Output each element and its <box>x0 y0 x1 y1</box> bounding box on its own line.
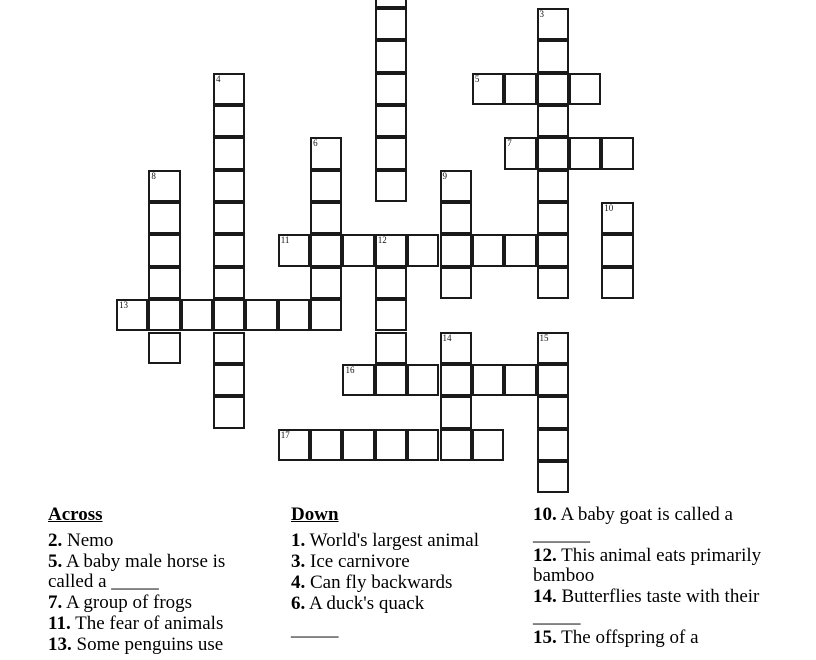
grid-cell[interactable] <box>504 73 536 105</box>
grid-cell[interactable] <box>472 73 504 105</box>
grid-cell[interactable] <box>407 429 439 461</box>
grid-cell[interactable] <box>213 396 245 428</box>
clue-down-6-blank: _____ <box>291 619 339 640</box>
grid-cell[interactable] <box>375 332 407 364</box>
grid-cell[interactable] <box>537 429 569 461</box>
grid-cell[interactable] <box>213 234 245 266</box>
clue-number: 11 <box>280 235 290 246</box>
grid-cell[interactable] <box>537 234 569 266</box>
clue-number: 4 <box>216 73 221 84</box>
grid-cell[interactable] <box>375 40 407 72</box>
grid-cell[interactable] <box>440 234 472 266</box>
grid-cell[interactable] <box>245 299 277 331</box>
clue-number: 10 <box>604 203 614 214</box>
grid-cell[interactable] <box>310 137 342 169</box>
grid-cell[interactable] <box>375 170 407 202</box>
grid-cell[interactable] <box>213 299 245 331</box>
clue-number: 14 <box>442 332 452 343</box>
clue-number: 15 <box>539 332 549 343</box>
grid-cell[interactable] <box>213 267 245 299</box>
grid-cell[interactable] <box>504 364 536 396</box>
grid-cell[interactable] <box>504 234 536 266</box>
grid-cell[interactable] <box>440 170 472 202</box>
grid-cell[interactable] <box>375 105 407 137</box>
grid-cell[interactable] <box>213 105 245 137</box>
grid-cell[interactable] <box>537 364 569 396</box>
clue-number: 13 <box>119 300 128 311</box>
grid-cell[interactable] <box>504 137 536 169</box>
grid-cell[interactable] <box>601 234 633 266</box>
across-heading: Across <box>48 504 103 525</box>
grid-cell[interactable] <box>569 73 601 105</box>
grid-cell[interactable] <box>601 267 633 299</box>
clue-number: 9 <box>442 170 447 181</box>
grid-cell[interactable] <box>601 137 633 169</box>
grid-cell[interactable] <box>310 429 342 461</box>
grid-cell[interactable] <box>537 73 569 105</box>
grid-cell[interactable] <box>213 73 245 105</box>
grid-cell[interactable] <box>537 461 569 493</box>
grid-cell[interactable] <box>375 137 407 169</box>
grid-cell[interactable] <box>310 299 342 331</box>
clue-down-10: 10. A baby goat is called a ______ <box>533 504 733 545</box>
clue-down-1: 1. World's largest animal <box>291 530 480 551</box>
grid-cell[interactable] <box>407 364 439 396</box>
clue-down-6: 6. A duck's quack <box>291 593 425 614</box>
grid-cell[interactable] <box>213 364 245 396</box>
grid-cell[interactable] <box>148 234 180 266</box>
clue-down-12: 12. This animal eats primarily bamboo <box>533 545 762 586</box>
grid-cell[interactable] <box>375 267 407 299</box>
clue-number: 7 <box>507 138 512 149</box>
grid-cell[interactable] <box>375 364 407 396</box>
grid-cell[interactable] <box>537 137 569 169</box>
grid-cell[interactable] <box>440 364 472 396</box>
clue-across-7: 7. A group of frogs <box>48 592 193 613</box>
grid-cell[interactable] <box>375 73 407 105</box>
down-clues-continued <box>533 505 763 649</box>
down-clues <box>291 505 491 641</box>
grid-cell[interactable] <box>537 105 569 137</box>
grid-cell[interactable] <box>472 234 504 266</box>
grid-cell[interactable] <box>569 137 601 169</box>
grid-cell[interactable] <box>537 332 569 364</box>
grid-cell[interactable] <box>440 332 472 364</box>
clue-down-4: 4. Can fly backwards <box>291 572 453 593</box>
clue-number: 12 <box>377 235 387 246</box>
across-clues <box>48 505 263 656</box>
grid-cell[interactable] <box>213 170 245 202</box>
grid-cell[interactable] <box>472 364 504 396</box>
grid-cell[interactable] <box>148 170 180 202</box>
grid-cell[interactable] <box>537 8 569 40</box>
grid-cell[interactable] <box>342 429 374 461</box>
grid-cell[interactable] <box>407 234 439 266</box>
clue-number: 17 <box>280 429 290 440</box>
grid-cell[interactable] <box>375 0 407 8</box>
grid-cell[interactable] <box>116 299 148 331</box>
grid-cell[interactable] <box>213 332 245 364</box>
grid-cell[interactable] <box>440 267 472 299</box>
grid-cell[interactable] <box>375 8 407 40</box>
grid-cell[interactable] <box>181 299 213 331</box>
grid-cell[interactable] <box>440 396 472 428</box>
clue-across-11: 11. The fear of animals <box>48 613 224 634</box>
grid-cell[interactable] <box>278 234 310 266</box>
grid-cell[interactable] <box>537 396 569 428</box>
grid-cell[interactable] <box>537 40 569 72</box>
grid-cell[interactable] <box>537 267 569 299</box>
clue-number: 8 <box>151 170 156 181</box>
grid-cell[interactable] <box>213 202 245 234</box>
grid-cell[interactable] <box>310 202 342 234</box>
grid-cell[interactable] <box>310 170 342 202</box>
clue-down-3: 3. Ice carnivore <box>291 551 410 572</box>
grid-cell[interactable] <box>375 429 407 461</box>
grid-cell[interactable] <box>601 202 633 234</box>
grid-cell[interactable] <box>310 267 342 299</box>
grid-cell[interactable] <box>375 234 407 266</box>
grid-cell[interactable] <box>148 332 180 364</box>
grid-cell[interactable] <box>537 202 569 234</box>
grid-cell[interactable] <box>148 267 180 299</box>
clue-across-2: 2. Nemo <box>48 530 114 551</box>
grid-cell[interactable] <box>278 299 310 331</box>
grid-cell[interactable] <box>472 429 504 461</box>
grid-cell[interactable] <box>148 202 180 234</box>
grid-cell[interactable] <box>342 364 374 396</box>
clue-number: 16 <box>345 364 355 375</box>
clue-number: 3 <box>539 9 545 19</box>
grid-cell[interactable] <box>213 137 245 169</box>
grid-cell[interactable] <box>342 234 374 266</box>
clue-number: 5 <box>474 73 480 84</box>
clue-across-13: 13. Some penguins use <box>48 634 224 655</box>
grid-cell[interactable] <box>537 170 569 202</box>
grid-cell[interactable] <box>375 299 407 331</box>
down-heading: Down <box>291 504 339 525</box>
clue-down-15: 15. The offspring of a <box>533 627 699 648</box>
grid-cell[interactable] <box>278 429 310 461</box>
grid-cell[interactable] <box>440 429 472 461</box>
grid-cell[interactable] <box>440 202 472 234</box>
grid-cell[interactable] <box>310 234 342 266</box>
clue-down-14: 14. Butterflies taste with their _____ <box>533 586 760 627</box>
clue-across-5: 5. A baby male horse is called a _____ <box>48 551 226 592</box>
clue-number: 6 <box>313 138 318 149</box>
grid-cell[interactable] <box>148 299 180 331</box>
